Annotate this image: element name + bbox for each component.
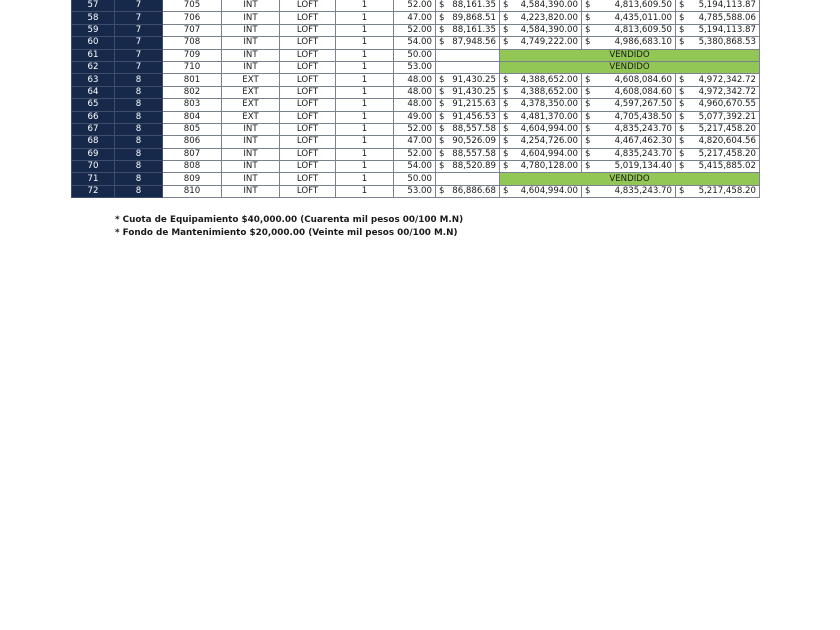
bedrooms-cell: 1 [336,173,394,185]
currency-sign: $ [503,99,509,110]
area-cell: 48.00 [394,86,436,98]
currency-sign: $ [439,37,445,48]
orientation-cell: INT [222,61,280,73]
price-amount: 4,467,462.30 [614,136,672,147]
orientation-cell: INT [222,185,280,197]
area-cell: 50.00 [394,49,436,61]
price-amount: 88,161.35 [452,0,496,11]
row-number-cell: 64 [72,86,115,98]
currency-sign: $ [503,148,509,159]
currency-sign: $ [585,24,591,35]
bedrooms-cell: 1 [336,136,394,148]
floor-cell: 8 [115,185,163,197]
row-number-cell: 67 [72,123,115,135]
table-row [72,24,760,36]
type-cell: LOFT [280,173,336,185]
currency-sign: $ [439,74,445,85]
currency-sign: $ [679,74,685,85]
area-cell: 53.00 [394,61,436,73]
price-amount: 4,749,222.00 [520,37,578,48]
currency-sign: $ [439,12,445,23]
price-amount: 4,820,604.56 [698,136,756,147]
price-cell-p3 [676,74,760,86]
price-amount: 88,557.58 [452,124,496,135]
currency-sign: $ [679,124,685,135]
currency-sign: $ [503,111,509,122]
price-cell-pm2 [436,161,500,173]
orientation-cell: INT [222,0,280,12]
floor-cell: 8 [115,74,163,86]
empty-cell [436,49,500,61]
orientation-cell: EXT [222,74,280,86]
price-cell-p1 [500,37,582,49]
unit-cell: 807 [163,148,222,160]
price-cell-p1 [500,74,582,86]
type-cell: LOFT [280,185,336,197]
area-cell: 48.00 [394,99,436,111]
currency-sign: $ [439,24,445,35]
type-cell: LOFT [280,111,336,123]
price-cell-p2 [582,185,676,197]
currency-sign: $ [439,86,445,97]
price-amount: 5,380,868.53 [698,37,756,48]
price-cell-pm2 [436,74,500,86]
price-cell-p2 [582,99,676,111]
note-maintenance-fund: * Fondo de Mantenimiento $20,000.00 (Veinte mil pesos 00/100 M.N) [115,228,458,238]
price-cell-p3 [676,185,760,197]
type-cell: LOFT [280,99,336,111]
price-cell-pm2 [436,136,500,148]
bedrooms-cell: 1 [336,185,394,197]
price-amount: 4,780,128.00 [520,161,578,172]
price-amount: 4,597,267.50 [614,99,672,110]
price-amount: 4,608,084.60 [614,86,672,97]
currency-sign: $ [439,99,445,110]
price-amount: 4,785,588.06 [698,12,756,23]
sold-status-cell: VENDIDO [500,49,760,61]
table-row [72,61,760,73]
price-amount: 4,705,438.50 [614,111,672,122]
currency-sign: $ [439,124,445,135]
bedrooms-cell: 1 [336,161,394,173]
currency-sign: $ [679,136,685,147]
currency-sign: $ [503,136,509,147]
price-amount: 4,378,350.00 [520,99,578,110]
price-amount: 5,217,458.20 [698,124,756,135]
orientation-cell: INT [222,37,280,49]
orientation-cell: INT [222,123,280,135]
unit-cell: 705 [163,0,222,12]
table-row [72,86,760,98]
currency-sign: $ [503,86,509,97]
price-amount: 89,868.51 [452,12,496,23]
price-amount: 4,584,390.00 [520,0,578,11]
empty-cell [436,61,500,73]
price-cell-pm2 [436,123,500,135]
bedrooms-cell: 1 [336,123,394,135]
floor-cell: 7 [115,0,163,12]
price-amount: 4,584,390.00 [520,24,578,35]
floor-cell: 8 [115,86,163,98]
currency-sign: $ [585,12,591,23]
area-cell: 50.00 [394,173,436,185]
currency-sign: $ [679,12,685,23]
unit-cell: 809 [163,173,222,185]
price-cell-pm2 [436,37,500,49]
currency-sign: $ [503,186,509,197]
price-cell-p3 [676,12,760,24]
currency-sign: $ [679,24,685,35]
unit-cell: 707 [163,24,222,36]
price-list-sheet [71,0,760,198]
price-cell-p3 [676,148,760,160]
currency-sign: $ [679,148,685,159]
price-cell-p3 [676,99,760,111]
price-amount: 5,194,113.87 [698,24,756,35]
price-cell-p1 [500,111,582,123]
price-cell-p3 [676,86,760,98]
price-amount: 4,972,342.72 [698,86,756,97]
price-cell-p2 [582,111,676,123]
table-row [72,12,760,24]
price-amount: 5,194,113.87 [698,0,756,11]
price-amount: 4,254,726.00 [520,136,578,147]
orientation-cell: EXT [222,111,280,123]
row-number-cell: 71 [72,173,115,185]
table-row [72,37,760,49]
price-cell-pm2 [436,99,500,111]
price-amount: 4,435,011.00 [614,12,672,23]
price-amount: 5,217,458.20 [698,186,756,197]
price-cell-p1 [500,12,582,24]
orientation-cell: EXT [222,99,280,111]
price-cell-p2 [582,148,676,160]
row-number-cell: 61 [72,49,115,61]
area-cell: 52.00 [394,0,436,12]
currency-sign: $ [585,99,591,110]
price-cell-p1 [500,148,582,160]
unit-cell: 709 [163,49,222,61]
area-cell: 54.00 [394,161,436,173]
price-cell-p2 [582,136,676,148]
price-amount: 5,217,458.20 [698,148,756,159]
area-cell: 54.00 [394,37,436,49]
bedrooms-cell: 1 [336,111,394,123]
currency-sign: $ [585,74,591,85]
table-row [72,74,760,86]
table-row [72,111,760,123]
row-number-cell: 63 [72,74,115,86]
price-amount: 4,813,609.50 [614,0,672,11]
currency-sign: $ [585,186,591,197]
row-number-cell: 66 [72,111,115,123]
price-cell-pm2 [436,12,500,24]
price-cell-p3 [676,0,760,12]
price-amount: 4,835,243.70 [614,148,672,159]
floor-cell: 8 [115,148,163,160]
currency-sign: $ [503,124,509,135]
price-cell-p3 [676,161,760,173]
bedrooms-cell: 1 [336,74,394,86]
orientation-cell: INT [222,12,280,24]
type-cell: LOFT [280,37,336,49]
floor-cell: 8 [115,123,163,135]
price-amount: 4,388,652.00 [520,86,578,97]
sold-status-cell: VENDIDO [500,61,760,73]
currency-sign: $ [585,136,591,147]
type-cell: LOFT [280,74,336,86]
bedrooms-cell: 1 [336,99,394,111]
price-amount: 86,886.68 [452,186,496,197]
unit-cell: 805 [163,123,222,135]
price-amount: 88,557.58 [452,148,496,159]
price-cell-p3 [676,123,760,135]
price-cell-p1 [500,136,582,148]
price-cell-p1 [500,123,582,135]
price-cell-p1 [500,86,582,98]
currency-sign: $ [439,111,445,122]
area-cell: 52.00 [394,123,436,135]
currency-sign: $ [679,111,685,122]
price-amount: 88,520.89 [452,161,496,172]
type-cell: LOFT [280,148,336,160]
currency-sign: $ [439,161,445,172]
orientation-cell: INT [222,49,280,61]
footnotes [115,214,463,240]
table-row [72,173,760,185]
row-number-cell: 68 [72,136,115,148]
currency-sign: $ [503,74,509,85]
bedrooms-cell: 1 [336,148,394,160]
currency-sign: $ [679,161,685,172]
unit-cell: 804 [163,111,222,123]
price-cell-p2 [582,123,676,135]
orientation-cell: EXT [222,86,280,98]
orientation-cell: INT [222,173,280,185]
price-cell-p2 [582,12,676,24]
unit-cell: 806 [163,136,222,148]
currency-sign: $ [503,12,509,23]
unit-cell: 706 [163,12,222,24]
floor-cell: 7 [115,61,163,73]
bedrooms-cell: 1 [336,86,394,98]
type-cell: LOFT [280,0,336,12]
price-amount: 4,813,609.50 [614,24,672,35]
price-cell-p2 [582,74,676,86]
currency-sign: $ [585,124,591,135]
price-amount: 4,481,370.00 [520,111,578,122]
price-amount: 5,415,885.02 [698,161,756,172]
area-cell: 49.00 [394,111,436,123]
floor-cell: 7 [115,49,163,61]
floor-cell: 8 [115,136,163,148]
currency-sign: $ [503,37,509,48]
price-cell-pm2 [436,111,500,123]
currency-sign: $ [679,186,685,197]
unit-cell: 802 [163,86,222,98]
row-number-cell: 58 [72,12,115,24]
currency-sign: $ [679,86,685,97]
area-cell: 47.00 [394,136,436,148]
type-cell: LOFT [280,24,336,36]
orientation-cell: INT [222,161,280,173]
floor-cell: 7 [115,24,163,36]
price-amount: 88,161.35 [452,24,496,35]
area-cell: 47.00 [394,12,436,24]
table-row [72,123,760,135]
floor-cell: 7 [115,12,163,24]
price-amount: 4,608,084.60 [614,74,672,85]
currency-sign: $ [503,24,509,35]
type-cell: LOFT [280,86,336,98]
area-cell: 52.00 [394,24,436,36]
price-cell-p1 [500,161,582,173]
area-cell: 48.00 [394,74,436,86]
type-cell: LOFT [280,12,336,24]
price-amount: 5,019,134.40 [614,161,672,172]
price-cell-p1 [500,185,582,197]
row-number-cell: 69 [72,148,115,160]
price-amount: 5,077,392.21 [698,111,756,122]
row-number-cell: 59 [72,24,115,36]
price-amount: 91,215.63 [452,99,496,110]
price-amount: 91,456.53 [452,111,496,122]
currency-sign: $ [503,161,509,172]
type-cell: LOFT [280,136,336,148]
table-row [72,161,760,173]
empty-cell [436,173,500,185]
unit-cell: 810 [163,185,222,197]
floor-cell: 8 [115,161,163,173]
price-cell-p2 [582,86,676,98]
currency-sign: $ [585,161,591,172]
currency-sign: $ [585,37,591,48]
currency-sign: $ [585,111,591,122]
table-row [72,136,760,148]
table-row [72,49,760,61]
currency-sign: $ [585,0,591,11]
bedrooms-cell: 1 [336,49,394,61]
price-cell-p3 [676,136,760,148]
table-row [72,0,760,12]
table-row [72,185,760,197]
price-cell-p1 [500,24,582,36]
currency-sign: $ [503,0,509,11]
price-amount: 4,972,342.72 [698,74,756,85]
currency-sign: $ [585,148,591,159]
type-cell: LOFT [280,61,336,73]
price-cell-pm2 [436,185,500,197]
orientation-cell: INT [222,148,280,160]
currency-sign: $ [439,136,445,147]
price-amount: 4,986,683.10 [614,37,672,48]
price-cell-p1 [500,99,582,111]
price-amount: 91,430.25 [452,74,496,85]
price-amount: 87,948.56 [452,37,496,48]
price-cell-p2 [582,0,676,12]
price-amount: 4,835,243.70 [614,124,672,135]
price-table [71,0,760,198]
price-cell-p1 [500,0,582,12]
currency-sign: $ [439,186,445,197]
currency-sign: $ [679,99,685,110]
bedrooms-cell: 1 [336,12,394,24]
row-number-cell: 65 [72,99,115,111]
bedrooms-cell: 1 [336,24,394,36]
row-number-cell: 72 [72,185,115,197]
area-cell: 52.00 [394,148,436,160]
price-amount: 4,960,670.55 [698,99,756,110]
currency-sign: $ [439,148,445,159]
currency-sign: $ [585,86,591,97]
price-amount: 91,430.25 [452,86,496,97]
price-cell-p2 [582,24,676,36]
unit-cell: 808 [163,161,222,173]
floor-cell: 8 [115,99,163,111]
currency-sign: $ [679,0,685,11]
price-amount: 4,835,243.70 [614,186,672,197]
type-cell: LOFT [280,161,336,173]
table-row [72,99,760,111]
currency-sign: $ [679,37,685,48]
unit-cell: 801 [163,74,222,86]
price-amount: 4,604,994.00 [520,186,578,197]
orientation-cell: INT [222,24,280,36]
table-row [72,148,760,160]
price-cell-p2 [582,161,676,173]
floor-cell: 8 [115,111,163,123]
price-cell-pm2 [436,148,500,160]
unit-cell: 708 [163,37,222,49]
orientation-cell: INT [222,136,280,148]
price-amount: 4,388,652.00 [520,74,578,85]
type-cell: LOFT [280,49,336,61]
price-cell-pm2 [436,86,500,98]
price-cell-p3 [676,111,760,123]
row-number-cell: 70 [72,161,115,173]
unit-cell: 710 [163,61,222,73]
price-amount: 90,526.09 [452,136,496,147]
price-cell-p3 [676,37,760,49]
price-amount: 4,223,820.00 [520,12,578,23]
row-number-cell: 57 [72,0,115,12]
currency-sign: $ [439,0,445,11]
unit-cell: 803 [163,99,222,111]
row-number-cell: 60 [72,37,115,49]
floor-cell: 8 [115,173,163,185]
area-cell: 53.00 [394,185,436,197]
sold-status-cell: VENDIDO [500,173,760,185]
price-cell-pm2 [436,0,500,12]
floor-cell: 7 [115,37,163,49]
type-cell: LOFT [280,123,336,135]
bedrooms-cell: 1 [336,61,394,73]
bedrooms-cell: 1 [336,0,394,12]
note-equipment-fee: * Cuota de Equipamiento $40,000.00 (Cuarenta mil pesos 00/100 M.N) [115,215,464,225]
price-cell-p2 [582,37,676,49]
price-amount: 4,604,994.00 [520,148,578,159]
price-cell-pm2 [436,24,500,36]
price-amount: 4,604,994.00 [520,124,578,135]
bedrooms-cell: 1 [336,37,394,49]
row-number-cell: 62 [72,61,115,73]
price-cell-p3 [676,24,760,36]
